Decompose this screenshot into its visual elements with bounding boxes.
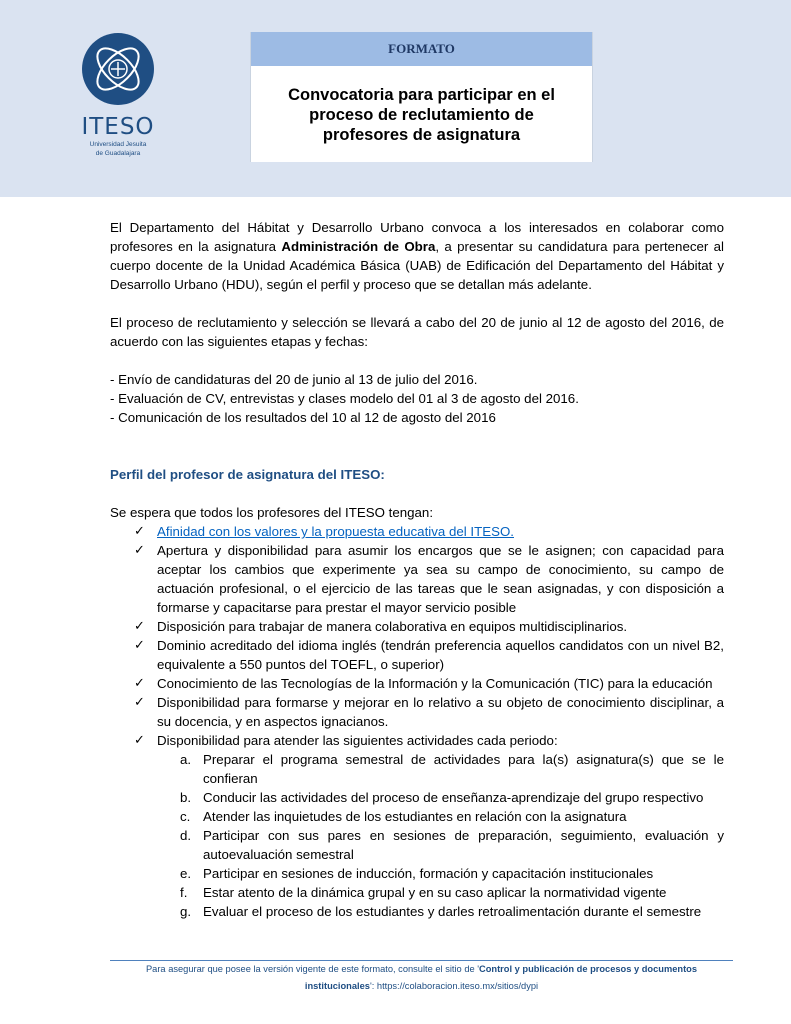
- footer-url: ': https://colaboracion.iteso.mx/sitios/dypi: [369, 981, 539, 991]
- profile-heading: Perfil del profesor de asignatura del ITESO:: [110, 467, 385, 482]
- header-band: [0, 0, 791, 197]
- activity-item: e. Participar en sesiones de inducción, formación y capacitación institucionales: [180, 866, 654, 881]
- activity-item: g. Evaluar el proceso de los estudiantes y darles retroalimentación durante el semestre: [180, 904, 702, 919]
- profile-item: ✓ Disposición para trabajar de manera colaborativa en equipos multidisciplinarios.: [134, 619, 628, 634]
- stage-item: - Evaluación de CV, entrevistas y clases modelo del 01 al 3 de agosto del 2016.: [110, 391, 579, 406]
- iteso-logo: [78, 32, 158, 158]
- profile-item: [110, 522, 724, 541]
- profile-list: [110, 522, 724, 750]
- activity-item: a. Preparar el programa semestral de actividades para la(s) asignatura(s) que se le confieran: [180, 752, 724, 786]
- check-icon: ✓: [134, 524, 145, 539]
- document-body: [110, 218, 724, 921]
- profile-item: ✓ Dominio acreditado del idioma inglés (tendrán preferencia aquellos candidatos con un nivel B2, equivalente a 550 puntos del TOEFL, o superior): [134, 638, 724, 672]
- activities-list: [110, 750, 724, 921]
- logo-subtitle-1: Universidad Jesuita: [89, 141, 147, 148]
- intro-paragraph: El Departamento del Hábitat y Desarrollo Urbano convoca a los interesados en colaborar como profesores en la asignatura Administración de Obra, a presentar su candidatura para pertenecer al cuerpo docente de la Unidad Académica Básica (UAB) de Edificación del Departamento del Hábitat y Desarrollo Urbano (HDU), según el perfil y proceso que se detallan más adelante.: [110, 220, 724, 292]
- iteso-emblem-icon: [81, 32, 155, 106]
- profile-item: ✓ Disponibilidad para atender las siguientes actividades cada periodo:: [134, 733, 558, 748]
- stage-item: - Comunicación de los resultados del 10 al 12 de agosto del 2016: [110, 410, 496, 425]
- footer-note: Para asegurar que posee la versión vigente de este formato, consulte el sitio de 'Control y publicación de procesos y documentos institucionales': https://colaboracion.iteso.mx/sitios/dypi: [145, 964, 698, 991]
- profile-lead: Se espera que todos los profesores del ITESO tengan:: [110, 505, 434, 520]
- profile-item: ✓ Conocimiento de las Tecnologías de la Información y la Comunicación (TIC) para la educación: [134, 676, 713, 691]
- activity-item: f. Estar atento de la dinámica grupal y en su caso aplicar la normatividad vigente: [180, 885, 667, 900]
- check-icon: ✓: [134, 638, 145, 653]
- check-icon: ✓: [134, 733, 145, 748]
- profile-item: ✓ Disponibilidad para formarse y mejorar en lo relativo a su objeto de conocimiento disciplinar, a su docencia, y en aspectos ignacianos.: [134, 695, 724, 729]
- logo-subtitle-2: de Guadalajara: [95, 150, 141, 157]
- check-icon: ✓: [134, 695, 145, 710]
- values-link[interactable]: Afinidad con los valores y la propuesta educativa del ITESO.: [157, 524, 514, 539]
- document-title: [251, 85, 592, 145]
- check-icon: ✓: [134, 619, 145, 634]
- footer-bold: Control y publicación de procesos y documentos institucionales: [304, 964, 698, 991]
- course-name: Administración de Obra: [281, 239, 436, 254]
- format-label: FORMATO: [251, 32, 592, 66]
- format-box: [250, 32, 593, 162]
- activity-item: d. Participar con sus pares en sesiones de preparación, seguimiento, evaluación y autoevaluación semestral: [180, 828, 724, 862]
- process-paragraph: El proceso de reclutamiento y selección se llevará a cabo del 20 de junio al 12 de agosto del 2016, de acuerdo con las siguientes etapas y fechas:: [110, 315, 724, 349]
- title-line-2: proceso de reclutamiento de: [309, 106, 534, 124]
- title-line-1: Convocatoria para participar en el: [288, 86, 555, 104]
- check-icon: ✓: [134, 676, 145, 691]
- stage-item: - Envío de candidaturas del 20 de junio al 13 de julio del 2016.: [110, 372, 478, 387]
- check-icon: ✓: [134, 543, 145, 558]
- activity-item: c. Atender las inquietudes de los estudiantes en relación con la asignatura: [180, 809, 627, 824]
- title-line-3: profesores de asignatura: [322, 126, 521, 144]
- logo-name: ITESO: [81, 114, 155, 140]
- activity-item: b. Conducir las actividades del proceso de enseñanza-aprendizaje del grupo respectivo: [180, 790, 704, 805]
- profile-item: ✓ Apertura y disponibilidad para asumir los encargos que se le asignen; con capacidad para aceptar los cambios que experimente ya sea su campo de conocimiento, su campo de actuación profesional, o el ejercicio de las tareas que le sean asignadas, y con disposición a formarse y capacitarse para prestar el mayor servicio posible: [134, 543, 724, 615]
